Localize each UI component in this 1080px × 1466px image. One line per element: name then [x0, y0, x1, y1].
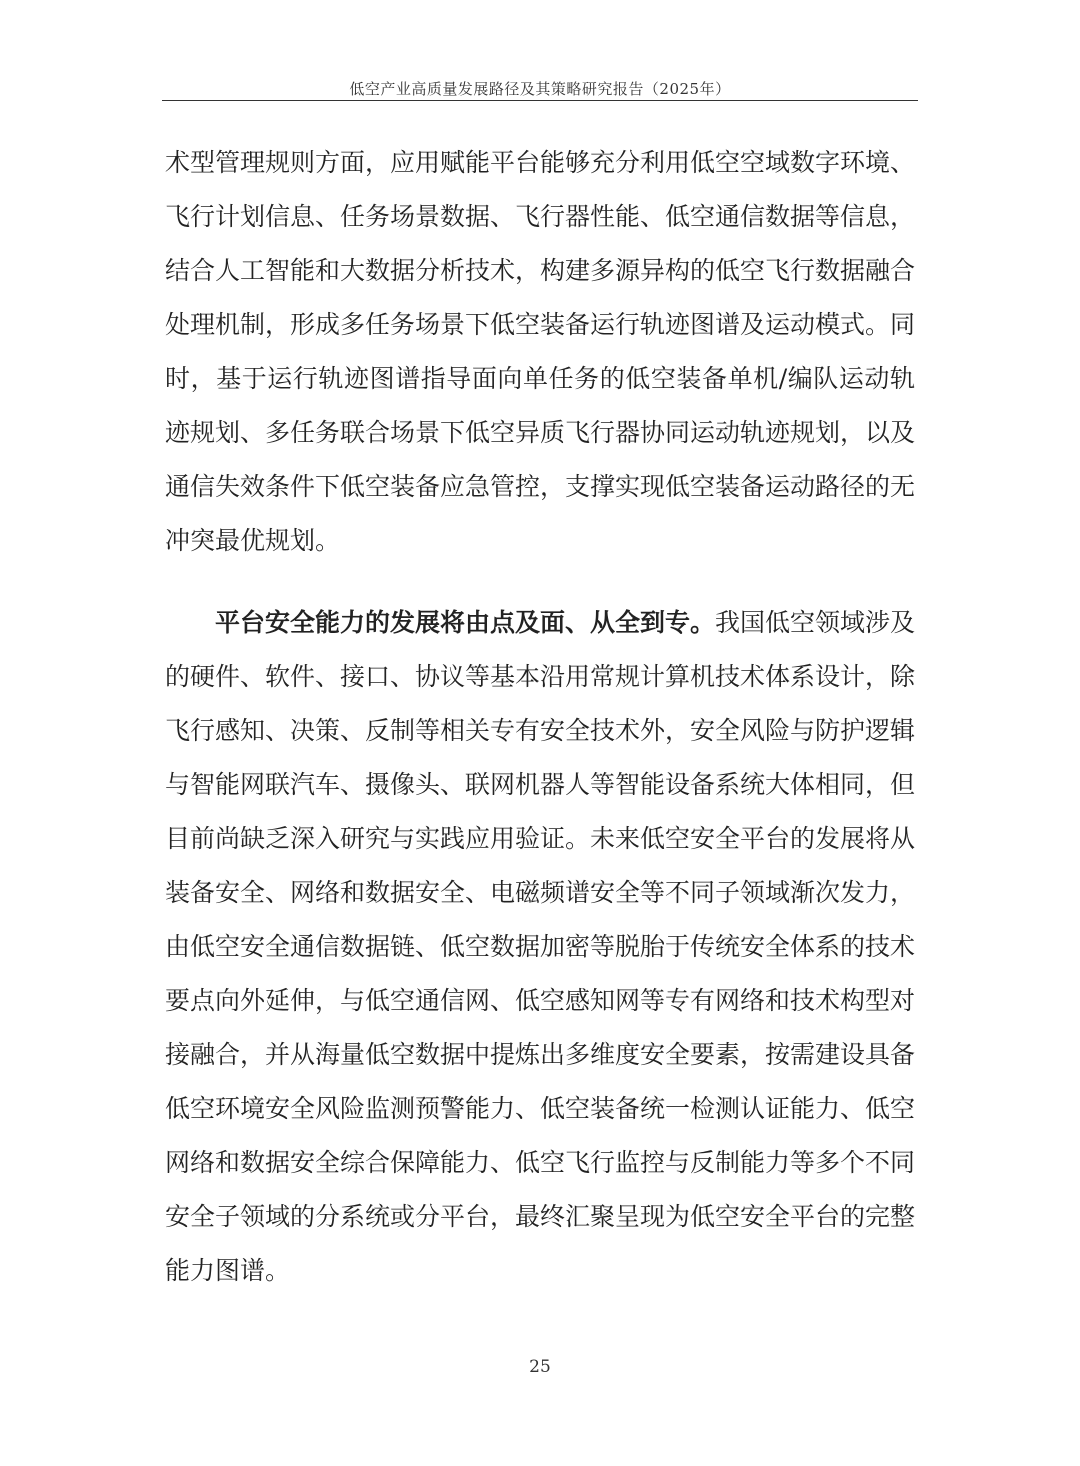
- text-line: 迹规划、多任务联合场景下低空异质飞行器协同运动轨迹规划，以及: [165, 418, 915, 447]
- text-line: 目前尚缺乏深入研究与实践应用验证。未来低空安全平台的发展将从: [165, 824, 915, 853]
- text-line: 术型管理规则方面，应用赋能平台能够充分利用低空空域数字环境、: [165, 148, 915, 177]
- text-line: 装备安全、网络和数据安全、电磁频谱安全等不同子领域渐次发力，: [165, 878, 915, 907]
- header-divider: [162, 100, 918, 101]
- paragraph-1: [165, 136, 915, 568]
- text-line: 能力图谱。: [165, 1256, 291, 1285]
- text-line: 由低空安全通信数据链、低空数据加密等脱胎于传统安全体系的技术: [165, 932, 915, 961]
- text-line: 要点向外延伸，与低空通信网、低空感知网等专有网络和技术构型对: [165, 986, 915, 1015]
- page-number: 25: [529, 1357, 551, 1377]
- text-line: 安全子领域的分系统或分平台，最终汇聚呈现为低空安全平台的完整: [165, 1202, 915, 1231]
- text-line: 结合人工智能和大数据分析技术，构建多源异构的低空飞行数据融合: [165, 256, 915, 285]
- text-line: 通信失效条件下低空装备应急管控，支撑实现低空装备运动路径的无: [165, 472, 915, 501]
- paragraph-lead-heading: 平台安全能力的发展将由点及面、从全到专。: [215, 608, 716, 637]
- text-line: 的硬件、软件、接口、协议等基本沿用常规计算机技术体系设计，除: [165, 662, 915, 691]
- text-line: 低空环境安全风险监测预警能力、低空装备统一检测认证能力、低空: [165, 1094, 915, 1123]
- text-line: 与智能网联汽车、摄像头、联网机器人等智能设备系统大体相同，但: [165, 770, 915, 799]
- text-line: 冲突最优规划。: [165, 526, 341, 555]
- paragraph-lead-text: 我国低空领域涉及: [715, 608, 915, 637]
- text-line: 飞行感知、决策、反制等相关专有安全技术外，安全风险与防护逻辑: [165, 716, 915, 745]
- text-line: 处理机制，形成多任务场景下低空装备运行轨迹图谱及运动模式。同: [165, 310, 915, 339]
- paragraph-spacing: [165, 568, 915, 596]
- text-line: 时，基于运行轨迹图谱指导面向单任务的低空装备单机/编队运动轨: [165, 364, 915, 393]
- text-line-first: [165, 596, 915, 650]
- running-header: 低空产业高质量发展路径及其策略研究报告（2025年）: [349, 80, 731, 98]
- paragraph-2: [165, 596, 915, 1298]
- text-line: 接融合，并从海量低空数据中提炼出多维度安全要素，按需建设具备: [165, 1040, 915, 1069]
- body-text: [165, 136, 915, 1298]
- text-line: 网络和数据安全综合保障能力、低空飞行监控与反制能力等多个不同: [165, 1148, 915, 1177]
- text-line: 飞行计划信息、任务场景数据、飞行器性能、低空通信数据等信息，: [165, 202, 915, 231]
